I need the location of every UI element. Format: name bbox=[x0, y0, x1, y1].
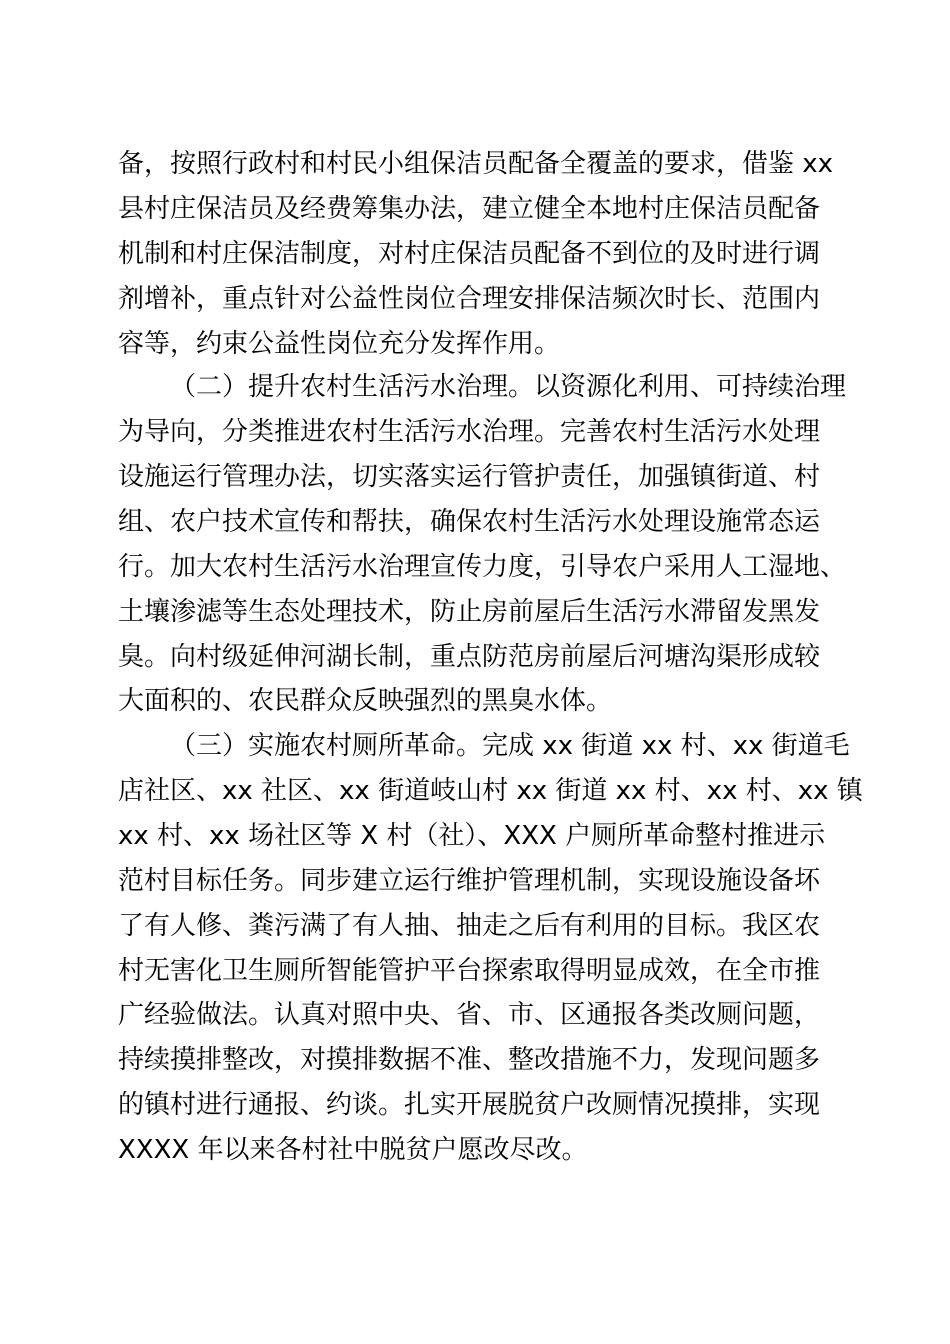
text-line: 设施运行管理办法，切实落实运行管护责任，加强镇街道、村 bbox=[118, 462, 821, 492]
text-line: 范村目标任务。同步建立运行维护管理机制，实现设施设备坏 bbox=[118, 866, 821, 896]
text-line: xx 村、xx 场社区等 X 村（社）、XXX 户厕所革命整村推进示 bbox=[118, 821, 826, 851]
text-line: 备，按照行政村和村民小组保洁员配备全覆盖的要求，借鉴 xx bbox=[118, 149, 834, 179]
text-line: 容等，约束公益性岗位充分发挥作用。 bbox=[118, 329, 561, 359]
text-line: 组、农户技术宣传和帮扶，确保农村生活污水处理设施常态运 bbox=[118, 507, 821, 537]
text-line: 广经验做法。认真对照中央、省、市、区通报各类改厕问题， bbox=[118, 1000, 821, 1030]
text-line: 村无害化卫生厕所智能管护平台探索取得明显成效，在全市推 bbox=[118, 956, 821, 986]
section-heading-line: （三）实施农村厕所革命。完成 xx 街道 xx 村、xx 街道毛 bbox=[170, 731, 850, 761]
text-line: 行。加大农村生活污水治理宣传力度，引导农户采用人工湿地、 bbox=[118, 552, 847, 582]
text-line: XXXX 年以来各村社中脱贫户愿改尽改。 bbox=[118, 1135, 588, 1165]
text-line: 店社区、xx 社区、xx 街道岐山村 xx 街道 xx 村、xx 村、xx 镇 bbox=[118, 776, 863, 806]
text-line: 机制和村庄保洁制度，对村庄保洁员配备不到位的及时进行调 bbox=[118, 239, 821, 269]
text-line: 臭。向村级延伸河湖长制，重点防范房前屋后河塘沟渠形成较 bbox=[118, 642, 821, 672]
text-line: 为导向，分类推进农村生活污水治理。完善农村生活污水处理 bbox=[118, 417, 821, 447]
text-line: 持续摸排整改，对摸排数据不准、整改措施不力，发现问题多 bbox=[118, 1045, 821, 1075]
text-line: 了有人修、粪污满了有人抽、抽走之后有利用的目标。我区农 bbox=[118, 911, 821, 941]
text-line: 剂增补，重点针对公益性岗位合理安排保洁频次时长、范围内 bbox=[118, 284, 821, 314]
text-line: 大面积的、农民群众反映强烈的黑臭水体。 bbox=[118, 686, 613, 716]
text-line: 土壤渗滤等生态处理技术，防止房前屋后生活污水滞留发黑发 bbox=[118, 597, 821, 627]
section-heading-line: （二）提升农村生活污水治理。以资源化利用、可持续治理 bbox=[170, 372, 847, 402]
text-line: 县村庄保洁员及经费筹集办法，建立健全本地村庄保洁员配备 bbox=[118, 194, 821, 224]
text-line: 的镇村进行通报、约谈。扎实开展脱贫户改厕情况摸排，实现 bbox=[118, 1090, 821, 1120]
